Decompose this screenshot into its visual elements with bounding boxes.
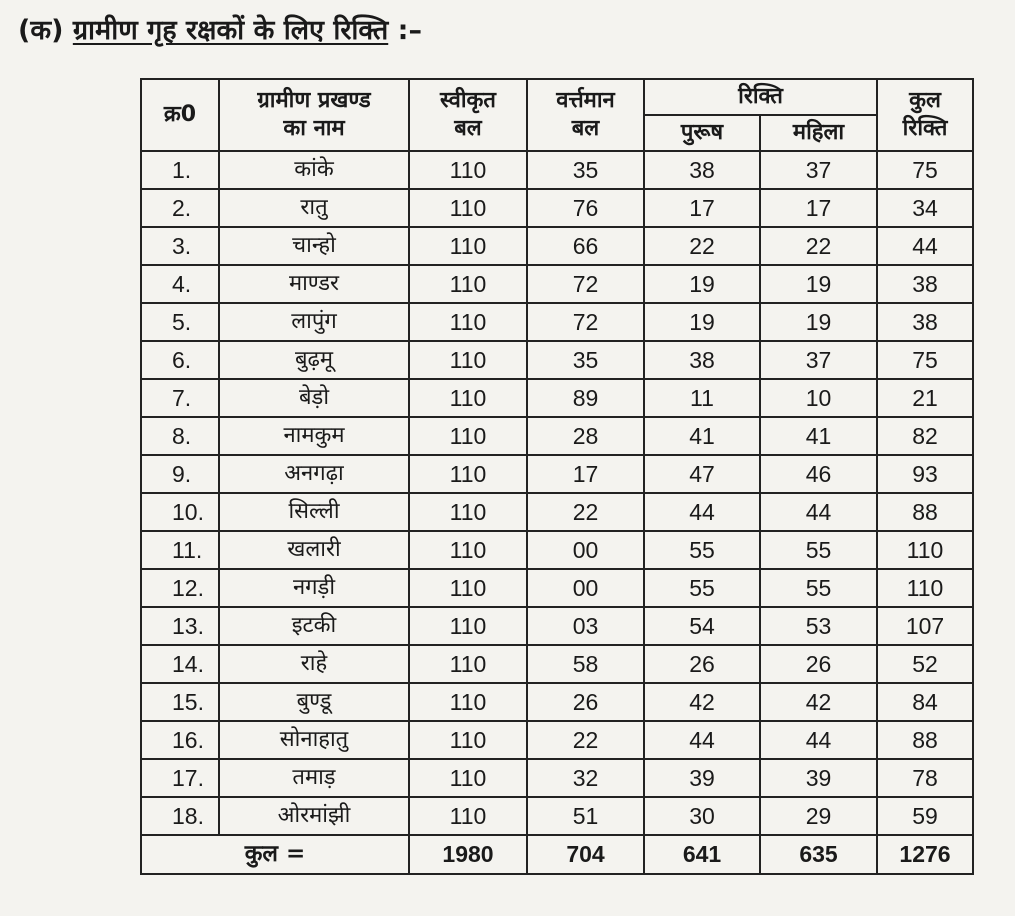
cell-total: 44 [877, 227, 973, 265]
cell-sanctioned: 110 [409, 683, 527, 721]
cell-sn: 9. [141, 455, 219, 493]
header-total-line2: रिक्ति [902, 116, 948, 141]
cell-total: 107 [877, 607, 973, 645]
header-female: महिला [760, 115, 877, 151]
cell-current: 35 [527, 341, 644, 379]
cell-block-name: इटकी [219, 607, 409, 645]
cell-current: 00 [527, 531, 644, 569]
header-block-name-line2: का नाम [283, 116, 345, 141]
cell-female: 46 [760, 455, 877, 493]
cell-sn: 5. [141, 303, 219, 341]
header-sn: क्र0 [141, 79, 219, 151]
section-heading [18, 10, 422, 47]
section-title: ग्रामीण गृह रक्षकों के लिए रिक्ति [72, 15, 389, 46]
cell-block-name: नामकुम [219, 417, 409, 455]
cell-male: 30 [644, 797, 760, 835]
table-row [141, 151, 973, 189]
cell-sn: 3. [141, 227, 219, 265]
cell-sanctioned: 110 [409, 455, 527, 493]
vacancy-table [140, 78, 974, 875]
cell-total: 93 [877, 455, 973, 493]
table-row [141, 455, 973, 493]
cell-current: 00 [527, 569, 644, 607]
cell-total: 78 [877, 759, 973, 797]
cell-block-name: सिल्ली [219, 493, 409, 531]
cell-block-name: बुण्डू [219, 683, 409, 721]
table-row [141, 607, 973, 645]
cell-total: 52 [877, 645, 973, 683]
table-header [141, 79, 973, 151]
cell-female: 37 [760, 341, 877, 379]
header-vacancy: रिक्ति [644, 79, 877, 115]
cell-sanctioned: 110 [409, 341, 527, 379]
cell-female: 37 [760, 151, 877, 189]
cell-sanctioned: 110 [409, 645, 527, 683]
cell-sn: 14. [141, 645, 219, 683]
cell-female: 26 [760, 645, 877, 683]
cell-female: 53 [760, 607, 877, 645]
table-row [141, 265, 973, 303]
cell-total: 21 [877, 379, 973, 417]
table-footer [141, 835, 973, 874]
cell-sn: 13. [141, 607, 219, 645]
cell-total: 59 [877, 797, 973, 835]
cell-total: 38 [877, 303, 973, 341]
total-row [141, 835, 973, 874]
cell-sn: 18. [141, 797, 219, 835]
cell-current: 89 [527, 379, 644, 417]
header-current-line2: बल [571, 116, 600, 141]
cell-female: 55 [760, 569, 877, 607]
section-prefix: (क) [18, 15, 64, 46]
cell-current: 32 [527, 759, 644, 797]
cell-male: 38 [644, 341, 760, 379]
cell-sanctioned: 110 [409, 265, 527, 303]
header-sanctioned-line2: बल [454, 116, 482, 141]
cell-sn: 10. [141, 493, 219, 531]
section-suffix: :– [397, 15, 422, 46]
cell-sanctioned: 110 [409, 721, 527, 759]
total-current: 704 [527, 835, 644, 874]
cell-sanctioned: 110 [409, 227, 527, 265]
cell-female: 44 [760, 721, 877, 759]
cell-male: 55 [644, 569, 760, 607]
cell-female: 42 [760, 683, 877, 721]
cell-current: 22 [527, 493, 644, 531]
cell-block-name: रातु [219, 189, 409, 227]
cell-male: 54 [644, 607, 760, 645]
header-sanctioned [409, 79, 527, 151]
cell-male: 17 [644, 189, 760, 227]
cell-sanctioned: 110 [409, 759, 527, 797]
cell-current: 66 [527, 227, 644, 265]
cell-female: 39 [760, 759, 877, 797]
cell-current: 58 [527, 645, 644, 683]
cell-sn: 16. [141, 721, 219, 759]
table-row [141, 531, 973, 569]
cell-current: 76 [527, 189, 644, 227]
table-row [141, 227, 973, 265]
cell-block-name: माण्डर [219, 265, 409, 303]
header-sanctioned-line1: स्वीकृत [440, 88, 496, 113]
table-row [141, 379, 973, 417]
table-row [141, 569, 973, 607]
header-block-name-line1: ग्रामीण प्रखण्ड [257, 88, 371, 113]
cell-block-name: ओरमांझी [219, 797, 409, 835]
total-sanctioned: 1980 [409, 835, 527, 874]
cell-female: 22 [760, 227, 877, 265]
cell-male: 26 [644, 645, 760, 683]
total-male: 641 [644, 835, 760, 874]
cell-sanctioned: 110 [409, 797, 527, 835]
cell-sn: 12. [141, 569, 219, 607]
cell-block-name: कांके [219, 151, 409, 189]
table-row [141, 759, 973, 797]
cell-male: 44 [644, 721, 760, 759]
cell-block-name: चान्हो [219, 227, 409, 265]
cell-total: 110 [877, 569, 973, 607]
total-total: 1276 [877, 835, 973, 874]
cell-female: 44 [760, 493, 877, 531]
cell-total: 75 [877, 341, 973, 379]
cell-male: 39 [644, 759, 760, 797]
cell-sn: 1. [141, 151, 219, 189]
cell-female: 55 [760, 531, 877, 569]
cell-current: 72 [527, 303, 644, 341]
header-current [527, 79, 644, 151]
cell-male: 44 [644, 493, 760, 531]
cell-current: 51 [527, 797, 644, 835]
cell-block-name: सोनाहातु [219, 721, 409, 759]
cell-block-name: बुढ़मू [219, 341, 409, 379]
cell-sn: 8. [141, 417, 219, 455]
cell-male: 22 [644, 227, 760, 265]
cell-sn: 15. [141, 683, 219, 721]
cell-block-name: बेड़ो [219, 379, 409, 417]
table-row [141, 683, 973, 721]
cell-sn: 17. [141, 759, 219, 797]
cell-current: 17 [527, 455, 644, 493]
header-male: पुरूष [644, 115, 760, 151]
cell-total: 84 [877, 683, 973, 721]
table-row [141, 797, 973, 835]
cell-male: 47 [644, 455, 760, 493]
cell-male: 42 [644, 683, 760, 721]
cell-male: 19 [644, 303, 760, 341]
cell-sanctioned: 110 [409, 607, 527, 645]
cell-sanctioned: 110 [409, 189, 527, 227]
cell-total: 38 [877, 265, 973, 303]
table-row [141, 721, 973, 759]
cell-sanctioned: 110 [409, 151, 527, 189]
cell-sanctioned: 110 [409, 569, 527, 607]
table-row [141, 417, 973, 455]
cell-sn: 6. [141, 341, 219, 379]
total-female: 635 [760, 835, 877, 874]
cell-sn: 7. [141, 379, 219, 417]
table-row [141, 303, 973, 341]
cell-sanctioned: 110 [409, 531, 527, 569]
cell-current: 72 [527, 265, 644, 303]
cell-sanctioned: 110 [409, 379, 527, 417]
cell-sanctioned: 110 [409, 493, 527, 531]
table-row [141, 341, 973, 379]
cell-sn: 2. [141, 189, 219, 227]
cell-current: 26 [527, 683, 644, 721]
cell-female: 10 [760, 379, 877, 417]
cell-block-name: लापुंग [219, 303, 409, 341]
cell-sn: 4. [141, 265, 219, 303]
cell-current: 28 [527, 417, 644, 455]
cell-sanctioned: 110 [409, 417, 527, 455]
cell-current: 22 [527, 721, 644, 759]
cell-female: 19 [760, 265, 877, 303]
cell-female: 17 [760, 189, 877, 227]
cell-female: 29 [760, 797, 877, 835]
cell-male: 11 [644, 379, 760, 417]
cell-total: 34 [877, 189, 973, 227]
cell-female: 19 [760, 303, 877, 341]
cell-male: 55 [644, 531, 760, 569]
header-total [877, 79, 973, 151]
cell-female: 41 [760, 417, 877, 455]
cell-total: 82 [877, 417, 973, 455]
header-current-line1: वर्त्तमान [556, 88, 615, 113]
header-total-line1: कुल [909, 88, 941, 113]
cell-sn: 11. [141, 531, 219, 569]
cell-total: 88 [877, 493, 973, 531]
cell-total: 75 [877, 151, 973, 189]
table-row [141, 645, 973, 683]
cell-total: 88 [877, 721, 973, 759]
cell-sanctioned: 110 [409, 303, 527, 341]
cell-block-name: खलारी [219, 531, 409, 569]
cell-block-name: अनगढ़ा [219, 455, 409, 493]
cell-current: 03 [527, 607, 644, 645]
table-row [141, 493, 973, 531]
table-row [141, 189, 973, 227]
cell-block-name: राहे [219, 645, 409, 683]
table-body [141, 151, 973, 835]
cell-male: 19 [644, 265, 760, 303]
header-block-name [219, 79, 409, 151]
cell-male: 38 [644, 151, 760, 189]
cell-block-name: नगड़ी [219, 569, 409, 607]
cell-male: 41 [644, 417, 760, 455]
cell-total: 110 [877, 531, 973, 569]
total-label: कुल = [141, 835, 409, 874]
cell-block-name: तमाड़ [219, 759, 409, 797]
cell-current: 35 [527, 151, 644, 189]
